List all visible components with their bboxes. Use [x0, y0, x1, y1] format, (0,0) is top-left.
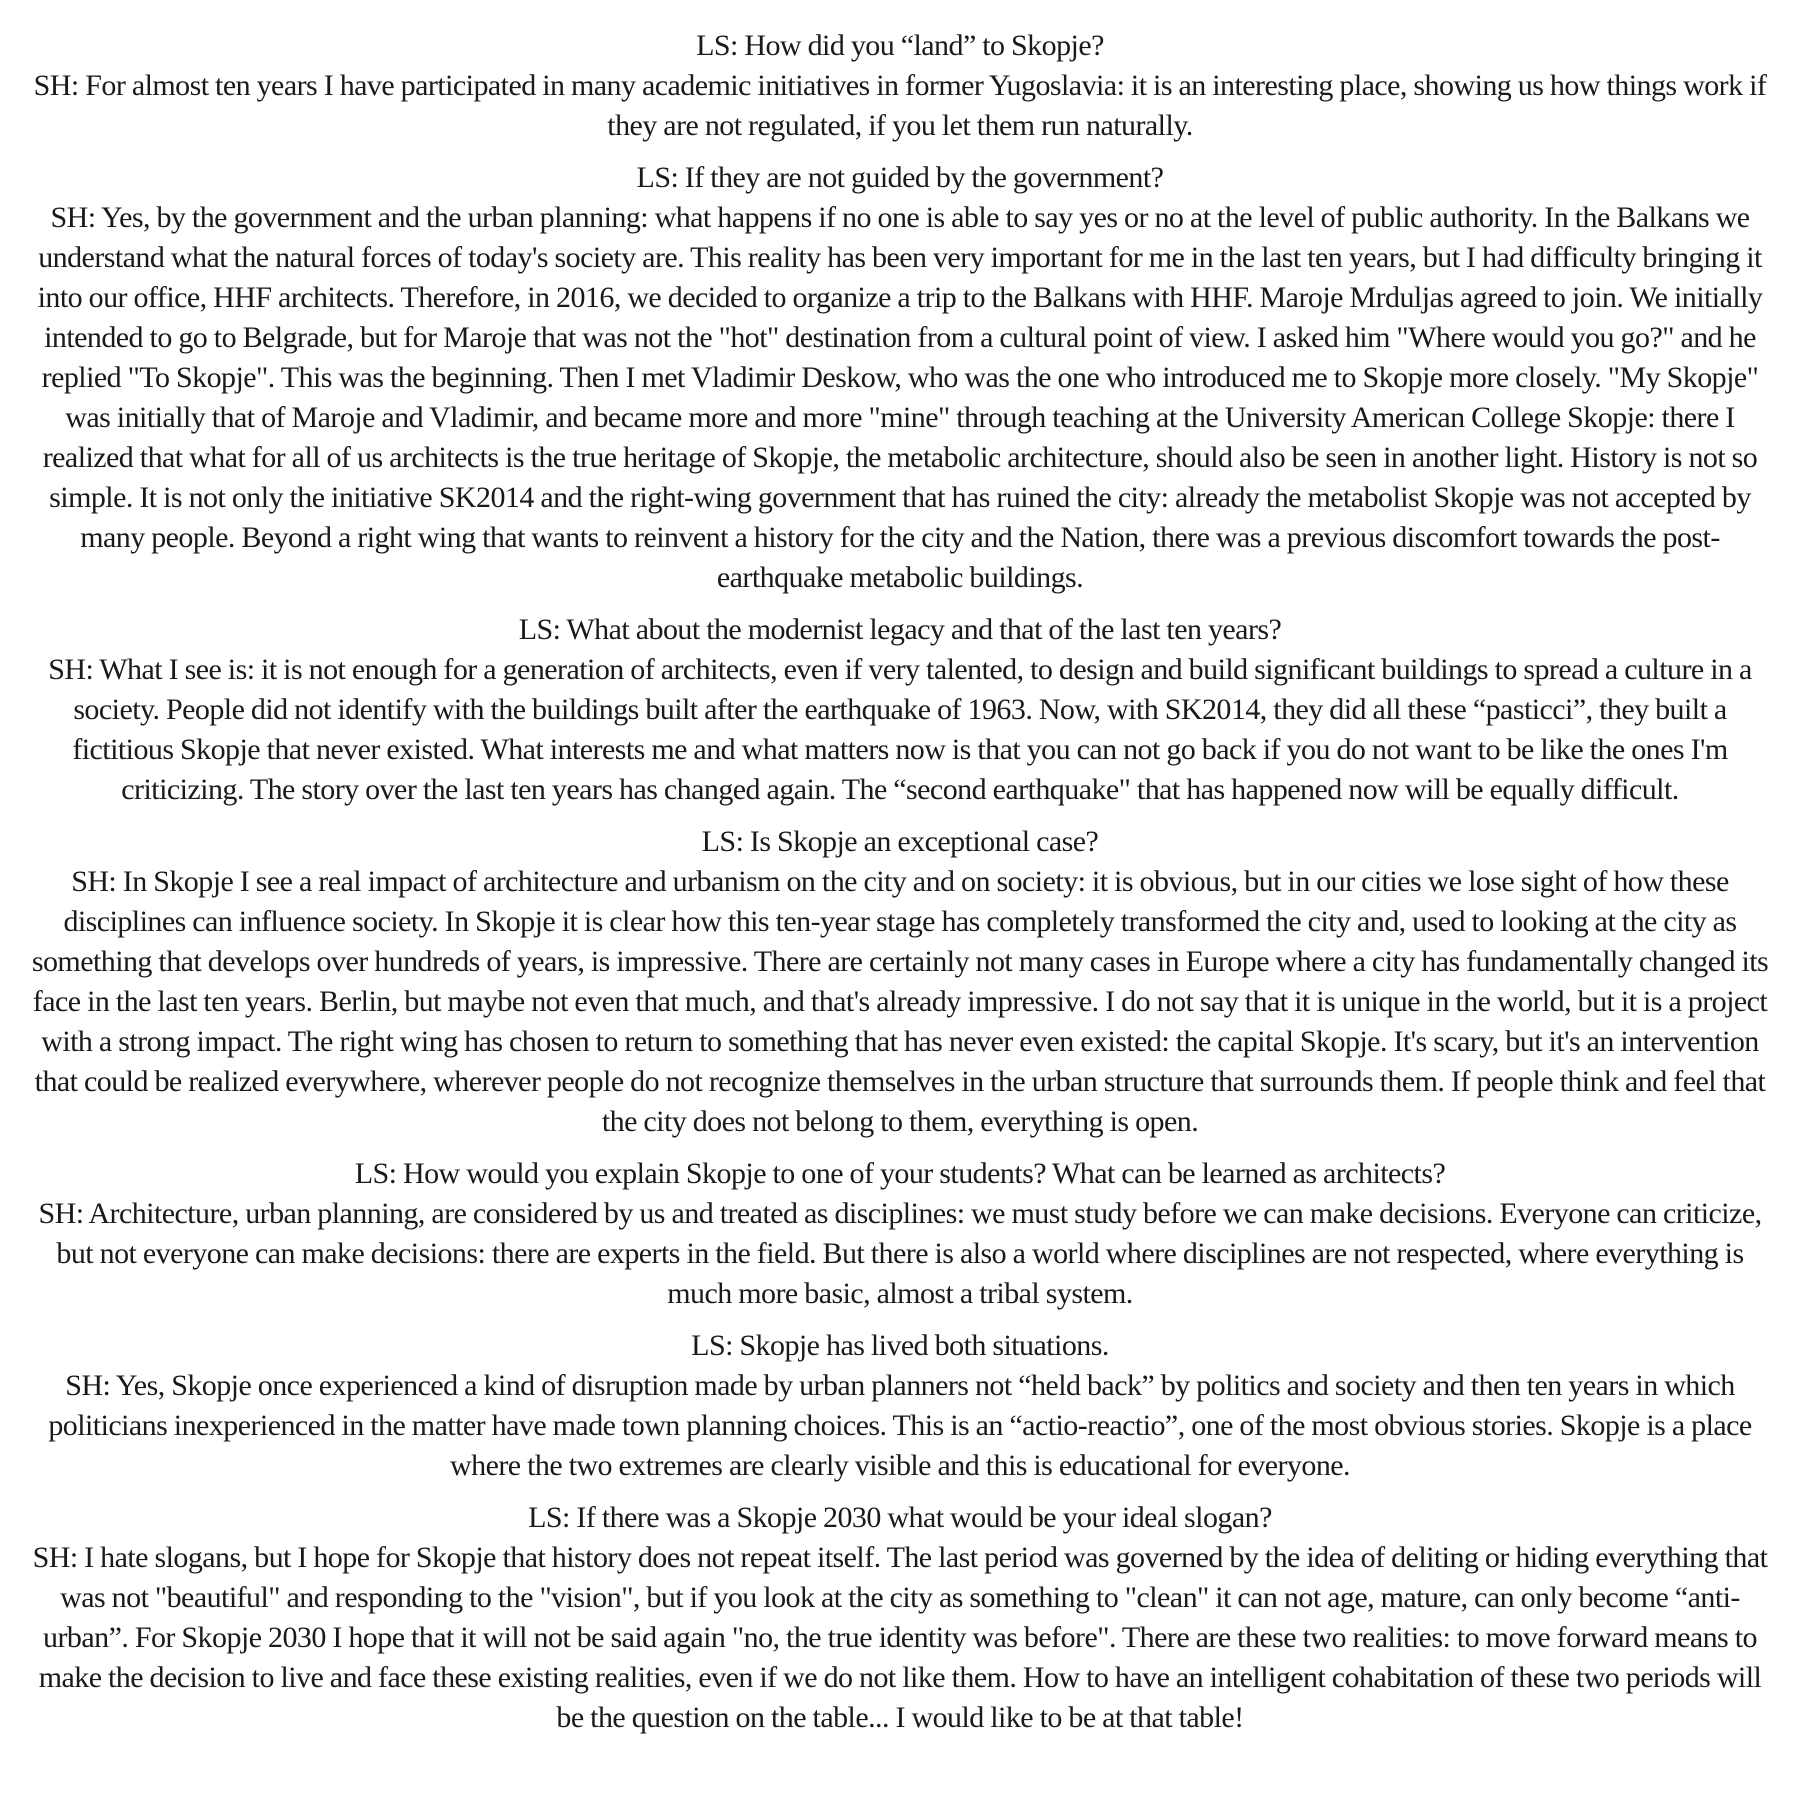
qa-block-slogan	[30, 1498, 1770, 1738]
answer: SH: Yes, Skopje once experienced a kind of disruption made by urban planners not “held back” by politics and society and then ten years in which politicians inexperienced in the matter have made town planning choices. This is an “actio-reactio”, one of the most obvious stories. Skopje is a place where the two extremes are clearly visible and this is educational for everyone.	[48, 1369, 1752, 1482]
answer: SH: For almost ten years I have participated in many academic initiatives in former Yugoslavia: it is an interesting place, showing us how things work if they are not regulated, if you let them run naturally.	[33, 69, 1767, 142]
qa-block-exceptional-case	[30, 822, 1770, 1142]
qa-block-students	[30, 1154, 1770, 1314]
answer: SH: In Skopje I see a real impact of architecture and urbanism on the city and on society: it is obvious, but in our cities we lose sight of how these disciplines can influence society. In Skopje it is clear how this ten-year stage has completely transformed the city and, used to looking at the city as something that develops over hundreds of years, is impressive. There are certainly not many cases in Europe where a city has fundamentally changed its face in the last ten years. Berlin, but maybe not even that much, and that's already impressive. I do not say that it is unique in the world, but it is a project with a strong impact. The right wing has chosen to return to something that has never even existed: the capital Skopje. It's scary, but it's an intervention that could be realized everywhere, wherever people do not recognize themselves in the urban structure that surrounds them. If people think and feel that the city does not belong to them, everything is open.	[31, 865, 1769, 1138]
qa-block-landing	[30, 26, 1770, 146]
answer: SH: Yes, by the government and the urban planning: what happens if no one is able to say yes or no at the level of public authority. In the Balkans we understand what the natural forces of today's society are. This reality has been very important for me in the last ten years, but I had difficulty bringing it into our office, HHF architects. Therefore, in 2016, we decided to organize a trip to the Balkans with HHF. Maroje Mrduljas agreed to join. We initially intended to go to Belgrade, but for Maroje that was not the "hot" destination from a cultural point of view. I asked him "Where would you go?" and he replied "To Skopje". This was the beginning. Then I met Vladimir Deskow, who was the one who introduced me to Skopje more closely. "My Skopje" was initially that of Maroje and Vladimir, and became more and more "mine" through teaching at the University American College Skopje: there I realized that what for all of us architects is the true heritage of Skopje, the metabolic architecture, should also be seen in another light. History is not so simple. It is not only the initiative SK2014 and the right-wing government that has ruined the city: already the metabolist Skopje was not accepted by many people. Beyond a right wing that wants to reinvent a history for the city and the Nation, there was a previous discomfort towards the post-earthquake metabolic buildings.	[37, 201, 1763, 594]
qa-block-government	[30, 158, 1770, 598]
answer: SH: I hate slogans, but I hope for Skopje that history does not repeat itself. The last period was governed by the idea of deliting or hiding everything that was not "beautiful" and responding to the "vision", but if you look at the city as something to "clean" it can not age, mature, can only become “anti-urban”. For Skopje 2030 I hope that it will not be said again "no, the true identity was before". There are these two realities: to move forward means to make the decision to live and face these existing realities, even if we do not like them. How to have an intelligent cohabitation of these two periods will be the question on the table... I would like to be at that table!	[32, 1541, 1768, 1734]
qa-block-both-situations	[30, 1326, 1770, 1486]
question: LS: Skopje has lived both situations.	[691, 1329, 1109, 1362]
qa-block-modernist-legacy	[30, 610, 1770, 810]
answer: SH: What I see is: it is not enough for a generation of architects, even if very talented, to design and build significant buildings to spread a culture in a society. People did not identify with the buildings built after the earthquake of 1963. Now, with SK2014, they did all these “pasticci”, they built a fictitious Skopje that never existed. What interests me and what matters now is that you can not go back if you do not want to be like the ones I'm criticizing. The story over the last ten years has changed again. The “second earthquake" that has happened now will be equally difficult.	[48, 653, 1752, 806]
question: LS: Is Skopje an exceptional case?	[701, 825, 1099, 858]
question: LS: If they are not guided by the government?	[636, 161, 1164, 194]
question: LS: If there was a Skopje 2030 what would be your ideal slogan?	[528, 1501, 1272, 1534]
answer: SH: Architecture, urban planning, are considered by us and treated as disciplines: we must study before we can make decisions. Everyone can criticize, but not everyone can make decisions: there are experts in the field. But there is also a world where disciplines are not respected, where everything is much more basic, almost a tribal system.	[38, 1197, 1762, 1310]
question: LS: How would you explain Skopje to one of your students? What can be learned as architects?	[354, 1157, 1446, 1190]
question: LS: What about the modernist legacy and that of the last ten years?	[518, 613, 1282, 646]
question: LS: How did you “land” to Skopje?	[696, 29, 1104, 62]
